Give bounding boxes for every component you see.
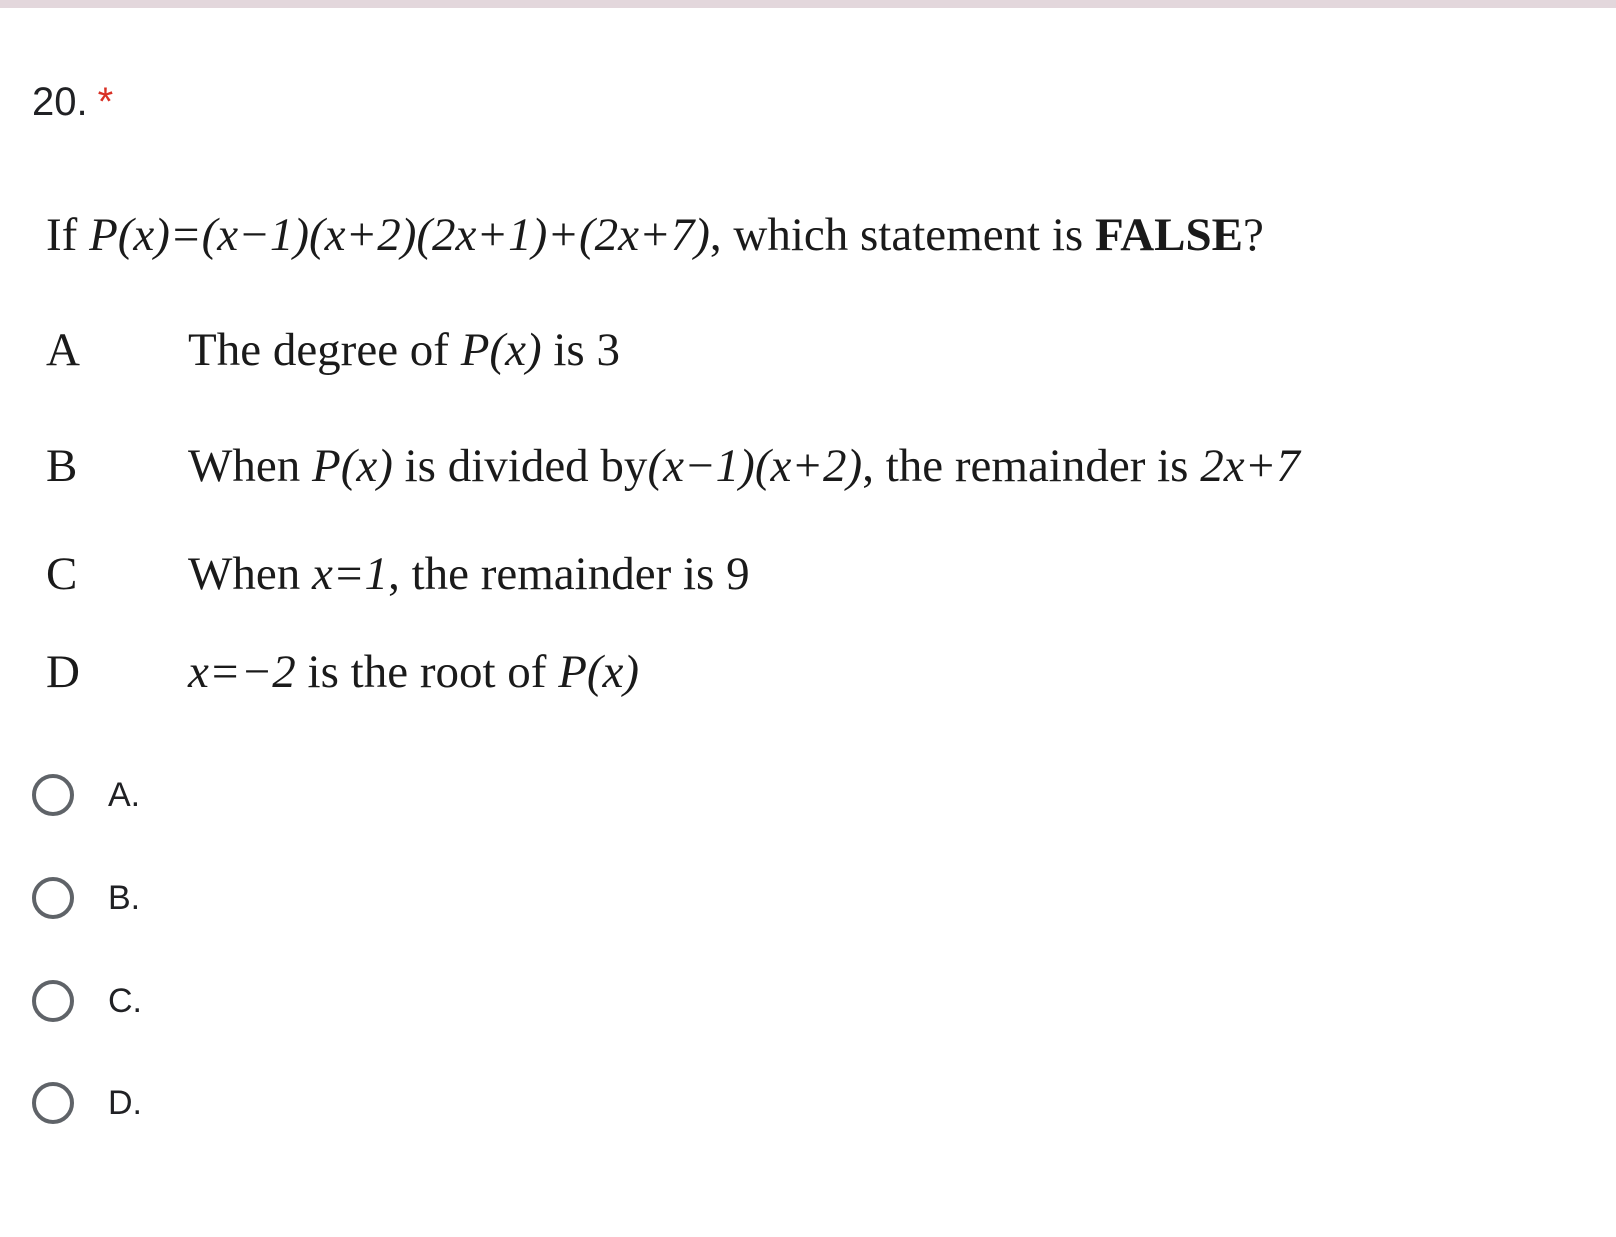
radio-button-c[interactable] xyxy=(32,980,74,1022)
option-label[interactable]: C. xyxy=(108,981,142,1020)
statement-d xyxy=(46,642,639,702)
statement-text: When xyxy=(188,440,301,492)
option-d[interactable] xyxy=(32,1077,142,1129)
statement-letter: B xyxy=(46,440,78,492)
stem-prefix: If xyxy=(46,209,78,261)
statement-b xyxy=(46,436,1300,496)
required-asterisk: * xyxy=(97,80,114,124)
statement-letter: C xyxy=(46,548,78,600)
stem-suffix: ? xyxy=(1242,209,1264,261)
stem-middle: , which statement is xyxy=(709,209,1084,261)
radio-button-a[interactable] xyxy=(32,774,74,816)
statement-text: is divided by xyxy=(404,440,648,492)
option-c[interactable] xyxy=(32,975,142,1027)
statement-text: When xyxy=(188,548,301,600)
statement-math: P(x) xyxy=(311,440,393,492)
statement-text: , the remainder is 9 xyxy=(388,548,750,600)
top-divider xyxy=(0,0,1616,8)
radio-button-d[interactable] xyxy=(32,1082,74,1124)
statement-math: P(x) xyxy=(460,324,542,376)
option-b[interactable] xyxy=(32,872,140,924)
option-label[interactable]: D. xyxy=(108,1083,142,1122)
statement-text: , the remainder is xyxy=(862,440,1189,492)
statement-letter: D xyxy=(46,646,80,698)
statement-a xyxy=(46,320,620,380)
question-header xyxy=(32,78,113,126)
option-label[interactable]: B. xyxy=(108,878,141,917)
option-a[interactable] xyxy=(32,769,140,821)
statement-c xyxy=(46,544,750,604)
statement-math: P(x) xyxy=(558,646,640,698)
statement-text: The degree of xyxy=(188,324,449,376)
question-stem xyxy=(46,205,1264,265)
stem-emphasis: FALSE xyxy=(1094,209,1243,261)
stem-expression: P(x)=(x−1)(x+2)(2x+1)+(2x+7) xyxy=(89,209,710,261)
statement-math: x=1 xyxy=(311,548,389,600)
statement-math: x=−2 xyxy=(188,646,296,698)
statement-text: is 3 xyxy=(553,324,620,376)
question-number: 20. xyxy=(32,80,88,124)
statement-math: 2x+7 xyxy=(1200,440,1300,492)
statement-math: (x−1)(x+2) xyxy=(647,440,863,492)
statement-text: is the root of xyxy=(307,646,547,698)
statement-letter: A xyxy=(46,324,80,376)
option-label[interactable]: A. xyxy=(108,775,141,814)
radio-button-b[interactable] xyxy=(32,877,74,919)
